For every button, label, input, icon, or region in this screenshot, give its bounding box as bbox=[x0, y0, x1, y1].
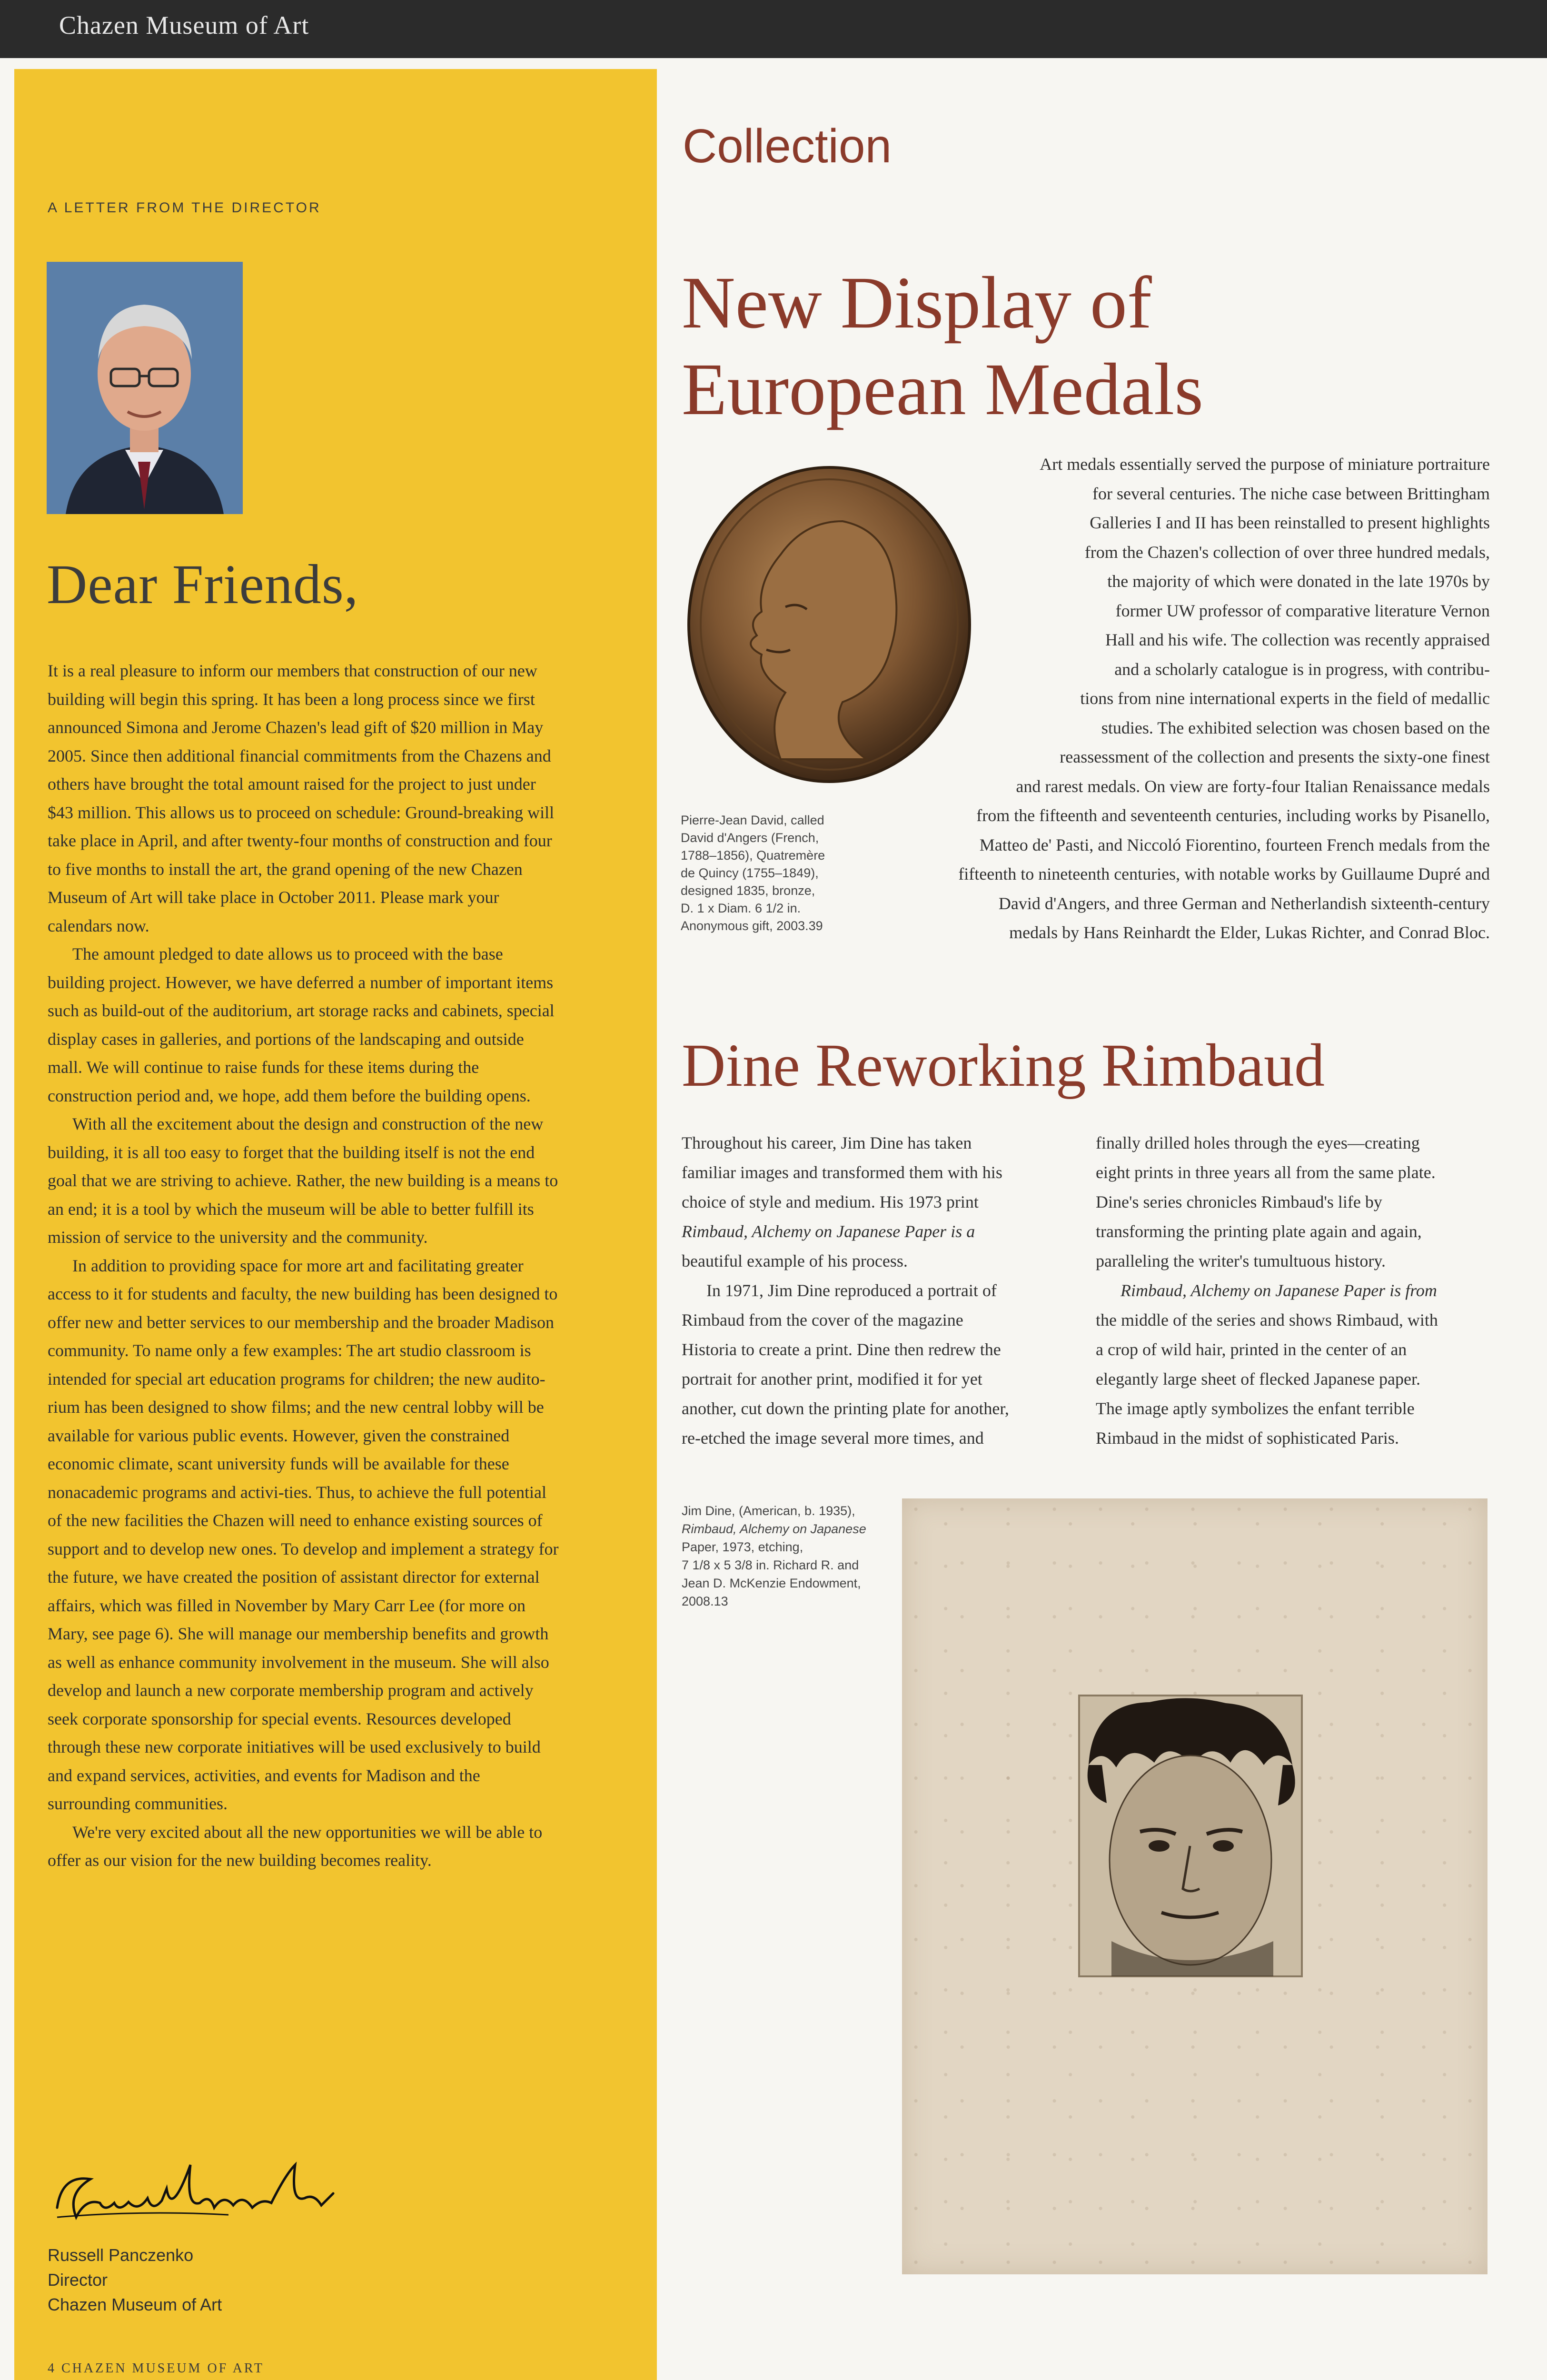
caption-line: designed 1835, bronze, bbox=[681, 883, 815, 898]
dine-column-1 bbox=[682, 1128, 1053, 1453]
article-line: former UW professor of comparative literature Vernon bbox=[1115, 601, 1490, 620]
dine-column-2 bbox=[1096, 1128, 1467, 1453]
dine-caption bbox=[682, 1502, 891, 1610]
signoff-org: Chazen Museum of Art bbox=[48, 2295, 222, 2314]
article-line: the majority of which were donated in the late 1970s by bbox=[1107, 572, 1490, 591]
article-line: beautiful example of his process. bbox=[682, 1251, 908, 1270]
article-line: the middle of the series and shows Rimbaud, with bbox=[1096, 1310, 1438, 1329]
article-line: eight prints in three years all from the same plate. bbox=[1096, 1163, 1436, 1182]
caption-line: Anonymous gift, 2003.39 bbox=[681, 919, 823, 933]
medal-caption bbox=[681, 812, 857, 935]
article-line: Matteo de' Pasti, and Niccoló Fiorentino, fourteen French medals from the bbox=[979, 835, 1490, 854]
article-line: another, cut down the printing plate for another, bbox=[682, 1399, 1009, 1418]
article-line: and rarest medals. On view are forty-four Italian Renaissance medals bbox=[1016, 776, 1490, 796]
article-line: Rimbaud, Alchemy on Japanese Paper is a bbox=[682, 1222, 975, 1241]
article-line: Rimbaud in the midst of sophisticated Paris. bbox=[1096, 1428, 1399, 1448]
article-line: for several centuries. The niche case between Brittingham bbox=[1092, 484, 1490, 503]
caption-line: Jean D. McKenzie Endowment, bbox=[682, 1576, 861, 1590]
caption-line: 7 1/8 x 5 3/8 in. Richard R. and bbox=[682, 1558, 859, 1572]
director-signature bbox=[48, 2146, 343, 2231]
article-line: Rimbaud from the cover of the magazine bbox=[682, 1310, 963, 1329]
caption-line: Jim Dine, (American, b. 1935), bbox=[682, 1504, 855, 1518]
signoff-name: Russell Panczenko bbox=[48, 2245, 194, 2265]
article-line: Hall and his wife. The collection was recently appraised bbox=[1105, 630, 1490, 649]
article-line: Dine's series chronicles Rimbaud's life by bbox=[1096, 1192, 1382, 1211]
letter-paragraph: It is a real pleasure to inform our members that construction of our new building will begin this spring. It has been a long process since we first announced Simona and Jerome Chazen's lead gift of $20 million in May 2005. Since then additional financial commitments from the Chazens and others have brought the total amount raised for the project to just under $43 million. This allows us to proceed on schedule: Ground-breaking will take place in April, and after twenty-four months of construction and four to five months to install the art, the grand opening of the new Chazen Museum of Art will take place in October 2011. Please mark your calendars now. bbox=[48, 661, 555, 935]
article-line: tions from nine international experts in the field of medallic bbox=[1080, 689, 1490, 708]
letter-paragraph: The amount pledged to date allows us to proceed with the base building project. However, we have deferred a number of important items such as build-out of the auditorium, art storage racks and cabinets, special display cases in galleries, and portions of the landscaping and outside mall. We will continue to raise funds for these items during the construction period and, we hope, add them before the building opens. bbox=[48, 944, 555, 1105]
article-line: Galleries I and II has been reinstalled to present highlights bbox=[1090, 513, 1490, 532]
medals-heading bbox=[682, 259, 1491, 433]
signoff-title: Director bbox=[48, 2270, 108, 2290]
article-line: fifteenth to nineteenth centuries, with notable works by Guillaume Dupré and bbox=[958, 864, 1490, 883]
letter-body bbox=[48, 657, 559, 1875]
museum-title: Chazen Museum of Art bbox=[59, 11, 309, 40]
director-portrait bbox=[47, 262, 243, 514]
caption-line: 1788–1856), Quatremère bbox=[681, 848, 825, 863]
article-line: David d'Angers, and three German and Netherlandish sixteenth-century bbox=[998, 893, 1490, 913]
article-line: finally drilled holes through the eyes—creating bbox=[1096, 1133, 1420, 1152]
caption-line: Pierre-Jean David, called bbox=[681, 813, 824, 827]
dine-heading: Dine Reworking Rimbaud bbox=[682, 1031, 1325, 1099]
article-line: In 1971, Jim Dine reproduced a portrait of bbox=[706, 1281, 997, 1300]
article-line: from the Chazen's collection of over three hundred medals, bbox=[1084, 542, 1490, 562]
letter-signoff bbox=[48, 2243, 222, 2317]
article-line: re-etched the image several more times, and bbox=[682, 1428, 984, 1448]
page-footer: 4 CHAZEN MUSEUM OF ART bbox=[48, 2361, 265, 2376]
letter-paragraph: We're very excited about all the new opportunities we will be able to offer as our vision for the new building becomes reality. bbox=[48, 1822, 543, 1870]
section-label: Collection bbox=[683, 119, 892, 173]
article-line: choice of style and medium. His 1973 print bbox=[682, 1192, 979, 1211]
article-line: Art medals essentially served the purpose of miniature portraiture bbox=[1040, 455, 1490, 474]
caption-line: 2008.13 bbox=[682, 1594, 728, 1608]
article-line: elegantly large sheet of flecked Japanese paper. bbox=[1096, 1369, 1421, 1388]
medals-heading-line: New Display of bbox=[682, 261, 1152, 344]
article-line: Historia to create a print. Dine then redrew the bbox=[682, 1340, 1001, 1359]
article-line: medals by Hans Reinhardt the Elder, Lukas Richter, and Conrad Bloc. bbox=[1009, 923, 1490, 942]
article-line: studies. The exhibited selection was chosen based on the bbox=[1101, 718, 1490, 737]
article-line: familiar images and transformed them with his bbox=[682, 1163, 1002, 1182]
article-line: Throughout his career, Jim Dine has taken bbox=[682, 1133, 972, 1152]
article-line: from the fifteenth and seventeenth centuries, including works by Pisanello, bbox=[976, 806, 1490, 825]
caption-line: Paper, 1973, etching, bbox=[682, 1540, 803, 1554]
article-line: The image aptly symbolizes the enfant terrible bbox=[1096, 1399, 1415, 1418]
top-bar bbox=[0, 0, 1547, 58]
letter-paragraph: In addition to providing space for more art and facilitating greater access to it for students and faculty, the new building has been designed to offer new and better services to our membership and the broader Madison community. To name only a few examples: The art studio classroom is intended for special art education programs for children; the new audito-rium has been designed to show films; and the new central lobby will be available for various public events. However, given the constrained economic climate, scant university funds will be available for these nonacademic programs and activi-ties. Thus, to achieve the full potential of the new facilities the Chazen will need to enhance existing sources of support and to develop new ones. To develop and implement a strategy for the future, we have created the position of assistant director for external affairs, which was filled in November by Mary Carr Lee (for more on Mary, see page 6). She will manage our membership benefits and growth as well as enhance community involvement in the museum. She will also develop and launch a new corporate membership program and actively seek corporate sponsorship for special events. Resources developed through these new corporate initiatives will be used exclusively to build and expand services, activities, and events for Madison and the surrounding communities. bbox=[48, 1256, 559, 1813]
article-line: transforming the printing plate again and again, bbox=[1096, 1222, 1422, 1241]
caption-line: Rimbaud, Alchemy on Japanese bbox=[682, 1522, 866, 1536]
article-line: portrait for another print, modified it for yet bbox=[682, 1369, 982, 1388]
article-line: Rimbaud, Alchemy on Japanese Paper is from bbox=[1121, 1281, 1437, 1300]
letter-paragraph: With all the excitement about the design and construction of the new building, it is all too easy to forget that the building itself is not the end goal that we are striving to achieve. Rather, the new building is a means to an end; it is a tool by which the museum will be able to better fulfill its mission of service to the university and the community. bbox=[48, 1114, 558, 1247]
article-line: a crop of wild hair, printed in the center of an bbox=[1096, 1340, 1407, 1359]
caption-line: D. 1 x Diam. 6 1/2 in. bbox=[681, 901, 801, 915]
caption-line: de Quincy (1755–1849), bbox=[681, 866, 819, 880]
medals-article-text bbox=[876, 450, 1490, 948]
article-line: reassessment of the collection and presents the sixty-one finest bbox=[1060, 747, 1490, 766]
letter-kicker: A LETTER FROM THE DIRECTOR bbox=[48, 200, 321, 216]
rimbaud-print-image bbox=[902, 1498, 1488, 2274]
medals-heading-line: European Medals bbox=[682, 348, 1203, 430]
letter-greeting: Dear Friends, bbox=[47, 553, 359, 615]
article-line: paralleling the writer's tumultuous history. bbox=[1096, 1251, 1386, 1270]
article-line: and a scholarly catalogue is in progress, with contribu- bbox=[1114, 659, 1490, 679]
caption-line: David d'Angers (French, bbox=[681, 831, 819, 845]
